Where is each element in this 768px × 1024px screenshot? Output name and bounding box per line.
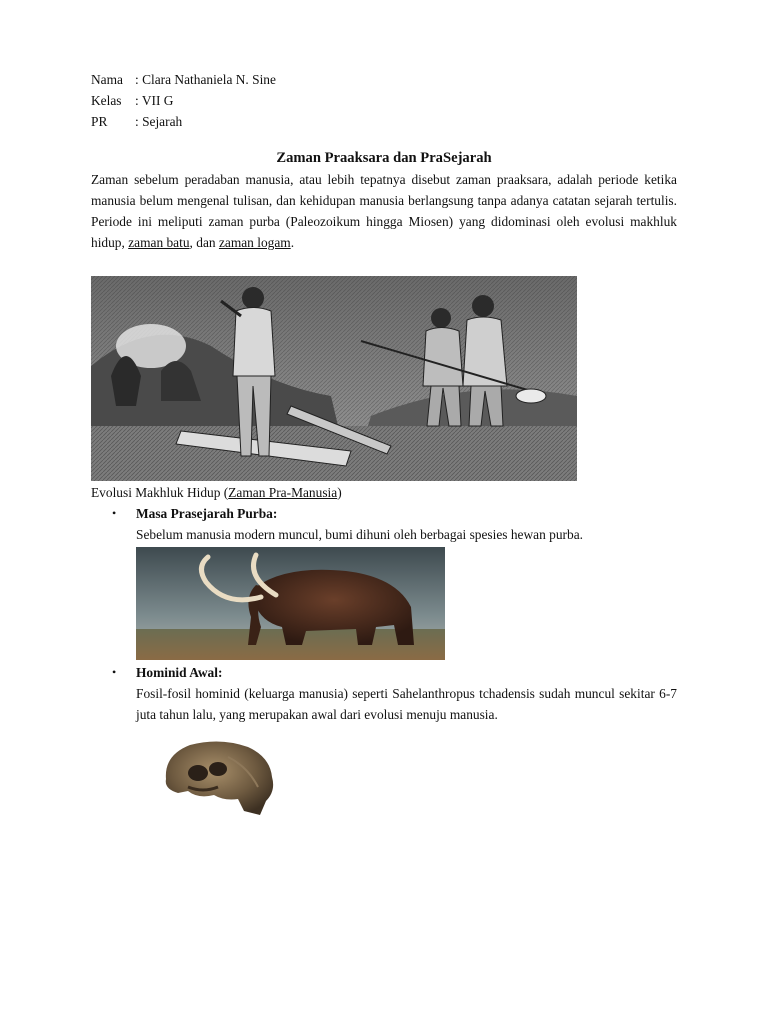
- bullet-icon: •: [112, 506, 117, 520]
- link-zaman-pra-manusia[interactable]: Zaman Pra-Manusia: [228, 485, 338, 500]
- prehistoric-people-image: [91, 276, 577, 481]
- caption-before: Evolusi Makhluk Hidup (: [91, 485, 229, 500]
- document-title: Zaman Praaksara dan PraSejarah: [276, 150, 492, 166]
- link-zaman-logam[interactable]: zaman logam: [218, 235, 291, 250]
- meta-label: Kelas: [91, 93, 122, 108]
- bullet-text: Sebelum manusia modern muncul, bumi dihuni oleh berbagai spesies hewan purba.: [136, 527, 583, 542]
- intro-text: Zaman sebelum peradaban manusia, atau lebih tepatnya disebut zaman praaksara, adalah periode ketika manusia belum mengenal tulisan, dan kehidupan manusia berlangsung tanpa adanya catatan sejarah tertulis. Periode ini meliputi zaman purba (Paleozoikum hingga Miosen) yang didominasi oleh evolusi makhluk hidup,: [91, 172, 677, 250]
- meta-value: : VII G: [135, 93, 174, 108]
- link-zaman-batu[interactable]: zaman batu: [128, 235, 190, 250]
- list-item: [91, 662, 677, 819]
- mammoth-image: [136, 547, 445, 660]
- bullet-title: Masa Prasejarah Purba:: [136, 506, 278, 521]
- document-page: [91, 69, 677, 819]
- caption-after: ): [337, 485, 342, 500]
- meta-row-nama: [91, 69, 677, 90]
- bullet-icon: •: [112, 665, 117, 679]
- meta-value: : Clara Nathaniela N. Sine: [135, 72, 276, 87]
- meta-value: : Sejarah: [135, 114, 183, 129]
- intro-paragraph: [91, 169, 677, 253]
- meta-label: Nama: [91, 72, 123, 87]
- meta-label: PR: [91, 114, 108, 129]
- meta-row-kelas: [91, 90, 677, 111]
- list-item: [91, 503, 677, 660]
- meta-row-pr: [91, 111, 677, 132]
- bullet-text: Fosil-fosil hominid (keluarga manusia) seperti Sahelanthropus tchadensis sudah muncul sekitar 6-7 juta tahun lalu, yang merupakan awal dari evolusi menuju manusia.: [136, 686, 677, 722]
- bullet-list: [91, 503, 677, 819]
- figure-caption: [91, 482, 677, 503]
- bullet-title: Hominid Awal:: [136, 665, 223, 680]
- intro-mid: , dan: [189, 235, 219, 250]
- meta-block: [91, 69, 677, 132]
- hominid-skull-image: [158, 737, 288, 819]
- intro-end: .: [290, 235, 295, 250]
